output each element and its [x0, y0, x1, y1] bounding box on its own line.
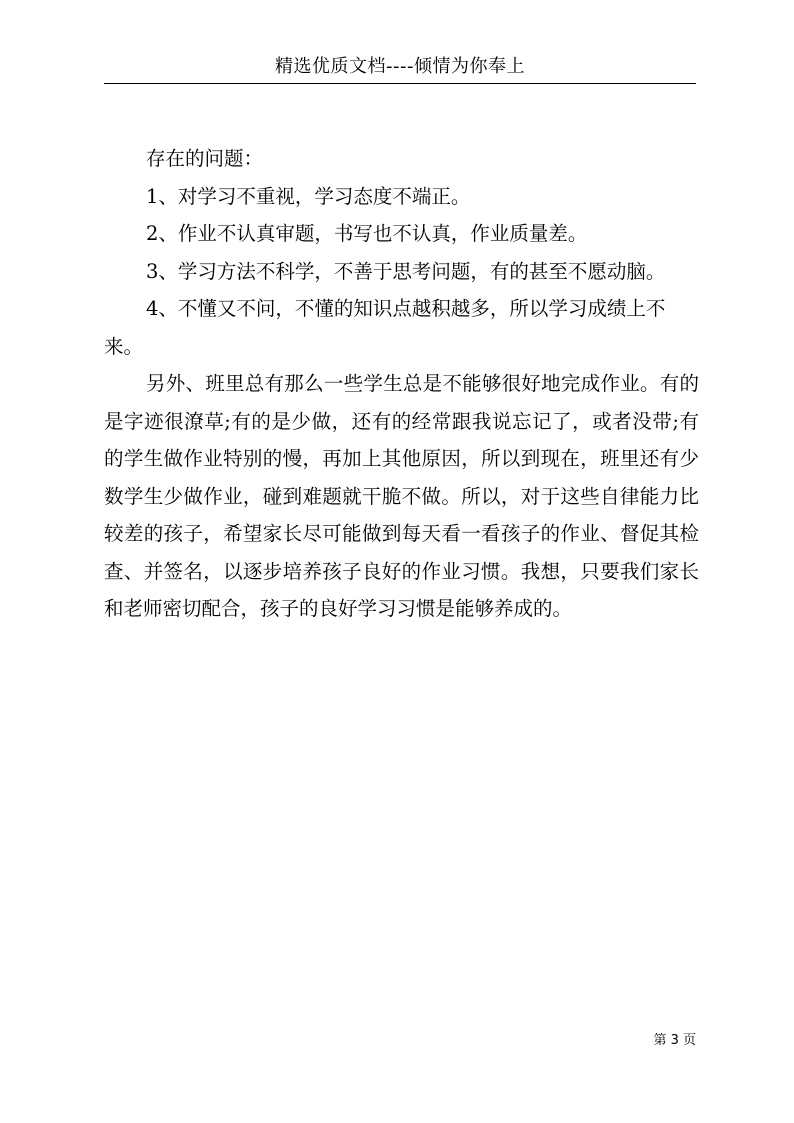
section-heading: 存在的问题： [146, 147, 264, 170]
list-item: 2、作业不认真审题，书写也不认真，作业质量差。 [146, 222, 588, 245]
list-item: 4、不懂又不问，不懂的知识点越积越多，所以学习成绩上不来。 [104, 297, 666, 358]
page-header-title: 精选优质文档----倾情为你奉上 [275, 56, 525, 77]
list-item: 1、对学习不重视，学习态度不端正。 [146, 184, 471, 208]
header-divider [104, 83, 696, 84]
document-body [104, 140, 699, 628]
body-paragraph: 另外、班里总有那么一些学生总是不能够很好地完成作业。有的是字迹很潦草;有的是少做，还有的经常跟我说忘记了，或者没带;有的学生做作业特别的慢，再加上其他原因，所以到现在，班里还有少数学生少做作业，碰到难题就干脆不做。所以，对于这些自律能力比较差的孩子，希望家长尽可能做到每天看一看孩子的作业、督促其检查、并签名，以逐步培养孩子良好的作业习惯。我想，只要我们家长和老师密切配合，孩子的良好学习习惯是能够养成的。 [104, 372, 699, 620]
page-number: 第 3 页 [653, 1033, 696, 1048]
list-item: 3、学习方法不科学，不善于思考问题，有的甚至不愿动脑。 [146, 259, 666, 283]
